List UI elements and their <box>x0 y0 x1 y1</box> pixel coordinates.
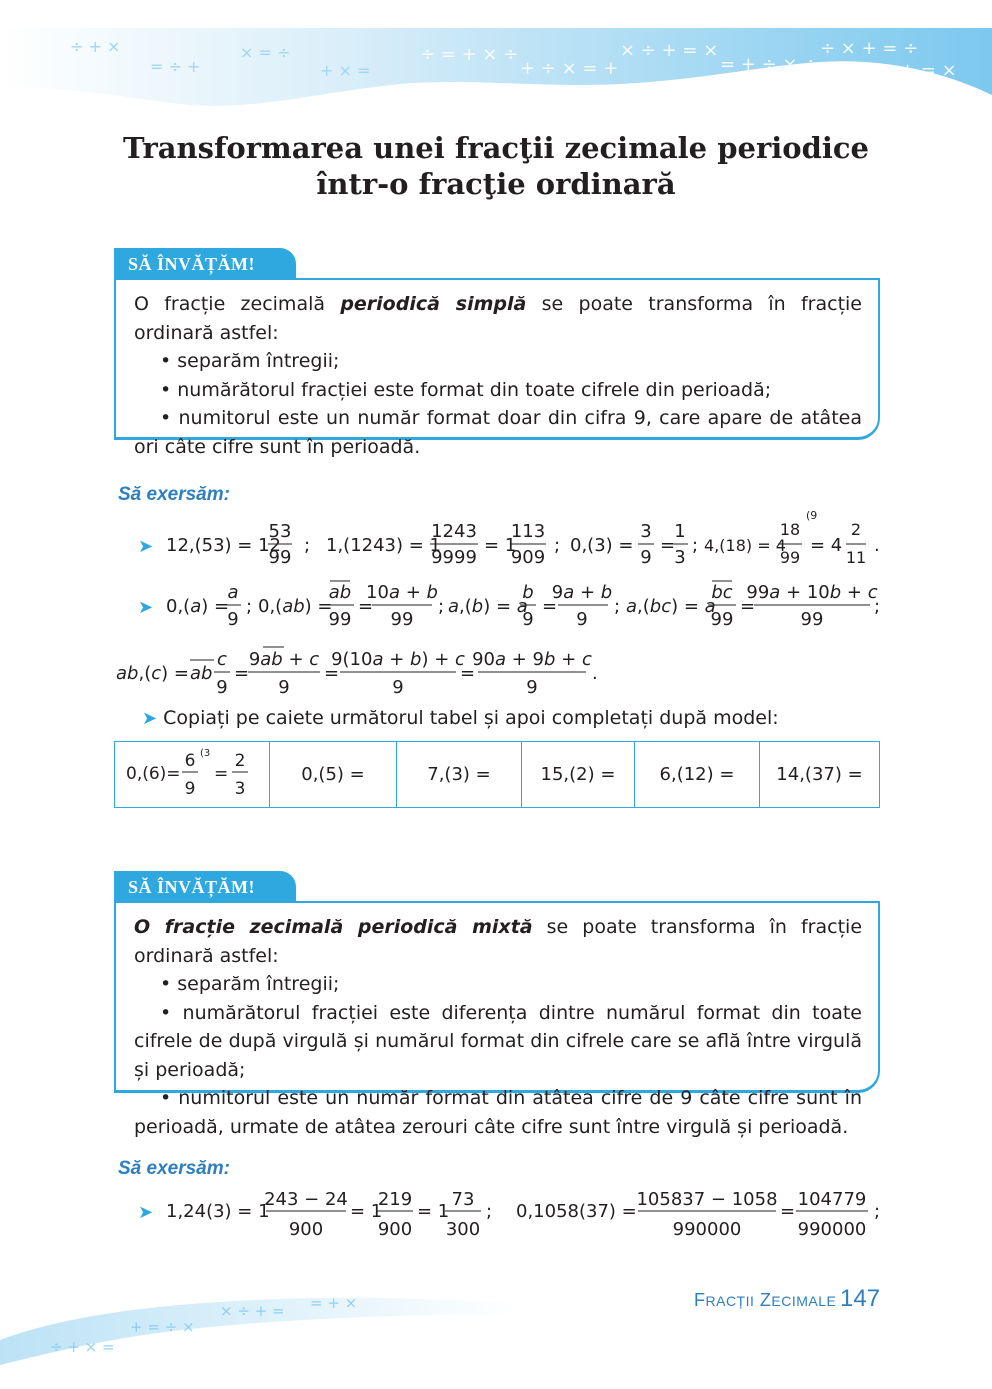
table-row <box>115 742 880 808</box>
svg-text:+ = ×: + = × <box>900 60 957 81</box>
svg-text:9ab + c: 9ab + c <box>248 649 320 670</box>
exercise-table <box>114 741 880 808</box>
svg-text:18: 18 <box>779 520 801 539</box>
svg-text:909: 909 <box>510 547 546 568</box>
svg-text:0,(ab) =: 0,(ab) = <box>258 596 333 617</box>
table-cell: 15,(2) = <box>522 742 635 808</box>
svg-text:1,24(3) = 1: 1,24(3) = 1 <box>166 1201 270 1222</box>
model-simp: (3 <box>200 748 211 759</box>
bullet-item: • numitorul este un număr format doar din cifra 9, care apare de atâtea ori câte cifre sunt în perioadă. <box>134 407 862 458</box>
intro-emphasis: periodică simplă <box>340 293 527 315</box>
intro-pre: O fracție zecimală <box>134 293 341 315</box>
footer-decorative-pattern <box>0 1270 520 1389</box>
svg-text:=: = <box>324 663 340 684</box>
model-eq: = <box>214 764 229 784</box>
svg-text:73: 73 <box>451 1189 475 1210</box>
exercise-heading-1: Să exersăm: <box>118 484 230 505</box>
svg-text:c: c <box>217 649 227 670</box>
svg-text:;: ; <box>874 1201 881 1222</box>
svg-text:;: ; <box>304 535 311 556</box>
svg-text:4,(18) = 4: 4,(18) = 4 <box>704 536 786 555</box>
table-cell: 14,(37) = <box>760 742 880 808</box>
top-decorative-banner <box>0 0 992 150</box>
bullet-item: • separăm întregii; <box>160 350 340 372</box>
svg-text:=: = <box>740 596 756 617</box>
arrow-icon: ➤ <box>138 536 154 557</box>
svg-text:=: = <box>660 535 676 556</box>
arrow-icon: ➤ <box>138 597 154 618</box>
chapter-small: ECIMALE <box>771 1293 837 1309</box>
svg-text:9: 9 <box>392 677 404 698</box>
svg-text:(9: (9 <box>806 509 818 522</box>
svg-text:9: 9 <box>278 677 290 698</box>
svg-text:105837 − 1058: 105837 − 1058 <box>636 1189 778 1210</box>
instruction-text: Copiați pe caiete următorul tabel și apoi completați după model: <box>163 707 779 729</box>
svg-text:104779: 104779 <box>797 1189 867 1210</box>
intro-emphasis: O fracție zecimală periodică mixtă <box>134 916 533 938</box>
svg-text:;: ; <box>554 535 561 556</box>
svg-text:99a + 10b + c: 99a + 10b + c <box>746 582 878 603</box>
svg-text:219: 219 <box>377 1189 413 1210</box>
svg-text:=: = <box>780 1201 796 1222</box>
svg-text:=: = <box>460 663 476 684</box>
svg-text:0,(3) =: 0,(3) = <box>570 535 634 556</box>
svg-text:99: 99 <box>328 609 352 630</box>
svg-text:ab: ab <box>328 582 352 603</box>
table-instruction <box>142 707 779 729</box>
svg-text:9999: 9999 <box>431 547 477 568</box>
bullet-item: • numitorul este un număr format din atâtea cifre de 9 câte cifre sunt în perioadă, urmate de atâtea zerouri câte cifre sunt între virgulă și perioadă. <box>134 1087 862 1138</box>
svg-text:× ÷ + = ×: × ÷ + = × <box>620 40 719 61</box>
page-title-line1: Transformarea unei fracţii zecimale periodice <box>123 131 869 165</box>
svg-text:900: 900 <box>288 1219 324 1240</box>
svg-text:=: = <box>234 663 250 684</box>
svg-text:9: 9 <box>526 677 538 698</box>
learn-intro-1 <box>134 290 862 347</box>
svg-text:ab: ab <box>190 663 213 684</box>
svg-text:=: = <box>542 596 558 617</box>
svg-text:× ÷ + =: × ÷ + = <box>220 1302 285 1320</box>
svg-text:1: 1 <box>674 521 686 542</box>
svg-text:a,(b) = a: a,(b) = a <box>448 596 528 617</box>
svg-text:× = ÷: × = ÷ <box>240 43 291 62</box>
svg-text:= 1: = 1 <box>350 1201 383 1222</box>
svg-text:+ × =: + × = <box>320 61 371 80</box>
learn-box-2 <box>114 901 880 1138</box>
svg-text:÷ × + = ÷: ÷ × + = ÷ <box>820 38 919 59</box>
svg-text:= + ×: = + × <box>310 1294 358 1312</box>
exercise-heading-2: Să exersăm: <box>118 1158 230 1179</box>
table-cell: 0,(5) = <box>270 742 397 808</box>
svg-text:;: ; <box>692 535 699 556</box>
svg-text:900: 900 <box>377 1219 413 1240</box>
chapter-cap: F <box>694 1290 706 1310</box>
svg-text:9a + b: 9a + b <box>551 582 613 603</box>
bullet-item: • numărătorul fracției este diferența dintre numărul format din toate cifrele de după virgulă și numărul format din cifrele care se află între virgulă și perioadă; <box>134 1001 862 1081</box>
svg-text:= 1: = 1 <box>417 1201 450 1222</box>
svg-text:9: 9 <box>216 677 228 698</box>
svg-text:3: 3 <box>640 521 652 542</box>
chapter-small: RACȚII <box>705 1293 755 1309</box>
svg-text:;: ; <box>246 596 253 617</box>
arrow-icon: ➤ <box>138 1202 154 1223</box>
arrow-icon: ➤ <box>142 708 158 729</box>
svg-text:1243: 1243 <box>431 521 477 542</box>
formulas-mixed-period <box>114 1180 894 1250</box>
intro-post: se poate transforma în fracție ordinară astfel: <box>134 916 863 967</box>
svg-text:÷ = + × ÷: ÷ = + × ÷ <box>420 44 519 65</box>
svg-text:3: 3 <box>674 547 686 568</box>
intro-post: se poate transforma în fracție ordinară astfel: <box>134 293 862 344</box>
svg-text:a,(bc) = a: a,(bc) = a <box>626 596 716 617</box>
svg-text:99: 99 <box>710 609 734 630</box>
model-num: 6 <box>184 751 196 771</box>
model-left: 0,(6)= <box>126 764 181 784</box>
svg-text:= ÷ +: = ÷ + <box>150 57 201 76</box>
bullet-item: • separăm întregii; <box>160 973 340 995</box>
svg-text:113: 113 <box>510 521 546 542</box>
table-cell: 6,(12) = <box>635 742 760 808</box>
svg-text:9: 9 <box>640 547 652 568</box>
model-fraction <box>122 742 262 802</box>
chapter-label <box>694 1290 836 1311</box>
svg-text:9(10a + b) + c: 9(10a + b) + c <box>331 649 465 670</box>
svg-text:=: = <box>358 596 374 617</box>
svg-text:.: . <box>874 535 880 556</box>
svg-text:11: 11 <box>845 548 867 567</box>
svg-text:99: 99 <box>268 547 292 568</box>
svg-text:9: 9 <box>522 609 534 630</box>
learn-intro-2 <box>134 913 862 970</box>
svg-text:bc: bc <box>711 582 733 603</box>
svg-text:99: 99 <box>800 609 824 630</box>
svg-text:= 4: = 4 <box>810 535 843 556</box>
chapter-cap: Z <box>759 1290 772 1310</box>
svg-text:ab,(c) =: ab,(c) = <box>116 663 189 684</box>
svg-text:÷ + × =: ÷ + × = <box>50 1338 115 1356</box>
svg-text:12,(53) = 12: 12,(53) = 12 <box>166 535 282 556</box>
svg-text:0,1058(37) =: 0,1058(37) = <box>516 1201 637 1222</box>
model-rnum: 2 <box>234 751 246 771</box>
learn-tag-1: SĂ ÎNVĂȚĂM! <box>114 248 296 280</box>
svg-text:.: . <box>592 663 598 684</box>
learn-box-1 <box>114 278 880 458</box>
formulas-simple-period <box>114 505 894 725</box>
svg-text:0,(a) =: 0,(a) = <box>166 596 230 617</box>
table-cell-model <box>115 742 270 808</box>
svg-text:99: 99 <box>779 548 801 567</box>
page-number: 147 <box>840 1285 881 1312</box>
svg-text:1,(1243) = 1: 1,(1243) = 1 <box>326 535 442 556</box>
svg-text:= + ÷ × ÷: = + ÷ × ÷ <box>720 54 819 75</box>
model-den: 9 <box>184 779 196 799</box>
svg-text:243 − 24: 243 − 24 <box>264 1189 348 1210</box>
svg-text:300: 300 <box>445 1219 481 1240</box>
svg-text:;: ; <box>486 1201 493 1222</box>
svg-text:+ ÷ × = +: + ÷ × = + <box>520 58 619 79</box>
model-rden: 3 <box>234 779 246 799</box>
svg-text:10a + b: 10a + b <box>366 582 438 603</box>
svg-text:;: ; <box>874 596 881 617</box>
svg-text:99: 99 <box>390 609 414 630</box>
svg-text:a: a <box>227 582 239 603</box>
svg-text:÷ + ×: ÷ + × <box>70 37 121 56</box>
svg-text:;: ; <box>438 596 445 617</box>
svg-text:990000: 990000 <box>672 1219 742 1240</box>
svg-text:9: 9 <box>227 609 239 630</box>
svg-text:;: ; <box>614 596 621 617</box>
svg-text:= 1: = 1 <box>484 535 517 556</box>
page-title-line2: într-o fracţie ordinară <box>316 167 676 201</box>
page-title <box>120 130 872 202</box>
svg-text:9: 9 <box>576 609 588 630</box>
learn-tag-2: SĂ ÎNVĂȚĂM! <box>114 871 296 903</box>
svg-text:990000: 990000 <box>797 1219 867 1240</box>
svg-text:90a + 9b + c: 90a + 9b + c <box>472 649 592 670</box>
svg-text:2: 2 <box>850 520 862 539</box>
bullet-item: • numărătorul fracției este format din toate cifrele din perioadă; <box>160 378 772 401</box>
table-cell: 7,(3) = <box>397 742 522 808</box>
svg-text:53: 53 <box>268 521 292 542</box>
svg-text:b: b <box>522 582 534 603</box>
svg-text:+ = ÷ ×: + = ÷ × <box>130 1318 195 1336</box>
